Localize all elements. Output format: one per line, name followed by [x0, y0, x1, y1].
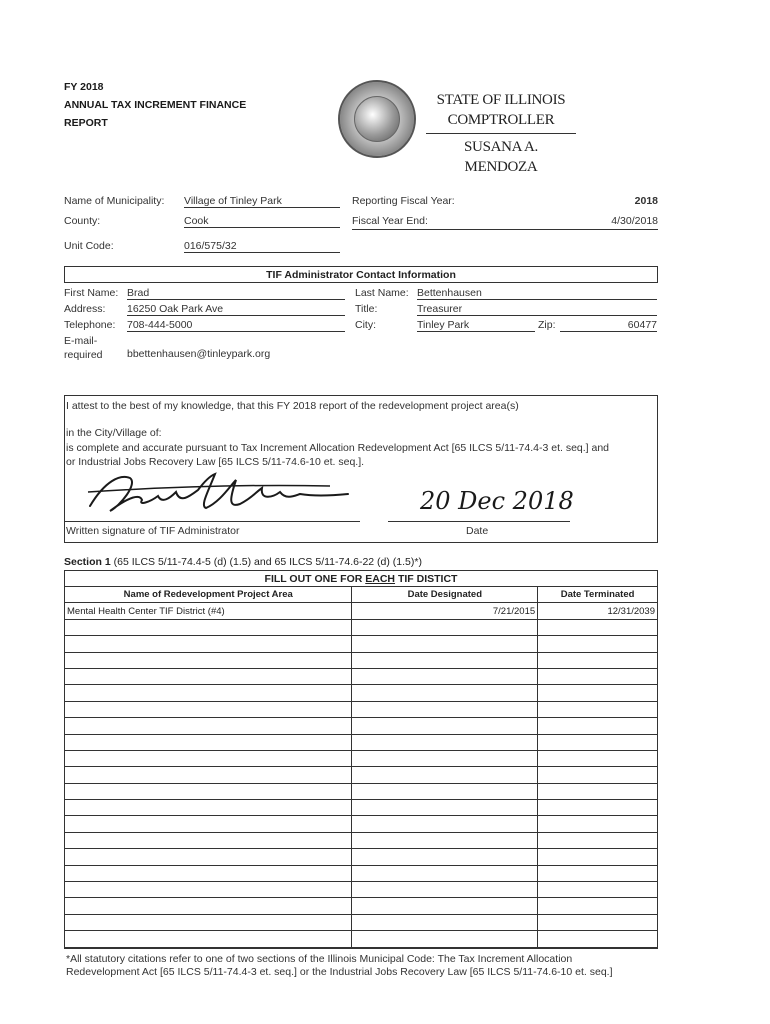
table-row — [65, 767, 658, 783]
fill-note-each: EACH — [365, 573, 396, 585]
table-row — [65, 718, 658, 734]
contact-section-title: TIF Administrator Contact Information — [64, 266, 658, 283]
date-terminated-cell — [538, 685, 658, 701]
district-name-cell: Mental Health Center TIF District (#4) — [65, 603, 352, 619]
date-terminated-cell — [538, 800, 658, 816]
table-row — [65, 849, 658, 865]
zip-value: 60477 — [560, 319, 657, 332]
district-name-cell — [65, 800, 352, 816]
table-row — [65, 931, 658, 947]
table-row — [65, 783, 658, 799]
email-label — [64, 334, 103, 362]
date-terminated-cell — [538, 750, 658, 766]
district-name-cell — [65, 619, 352, 635]
date-designated-cell — [352, 718, 538, 734]
date-terminated-cell — [538, 619, 658, 635]
table-row — [65, 734, 658, 750]
district-name-cell — [65, 865, 352, 881]
district-name-cell — [65, 931, 352, 947]
fiscal-divider — [352, 229, 658, 230]
table-row — [65, 701, 658, 717]
table-row — [65, 685, 658, 701]
date-designated-cell — [352, 619, 538, 635]
email-label-line1: E-mail- — [64, 335, 98, 347]
district-name-cell — [65, 668, 352, 684]
table-row — [65, 603, 658, 619]
date-terminated-cell — [538, 668, 658, 684]
handwritten-date: 20 Dec 2018 — [420, 487, 574, 515]
address-value: 16250 Oak Park Ave — [127, 303, 345, 316]
date-terminated-cell — [538, 701, 658, 717]
date-designated-cell — [352, 882, 538, 898]
table-row — [65, 832, 658, 848]
date-terminated-cell — [538, 898, 658, 914]
first-name-value: Brad — [127, 287, 345, 300]
last-name-value: Bettenhausen — [417, 287, 657, 300]
date-terminated-cell — [538, 767, 658, 783]
table-row — [65, 636, 658, 652]
district-name-cell — [65, 636, 352, 652]
telephone-value: 708-444-5000 — [127, 319, 345, 332]
date-designated-cell — [352, 652, 538, 668]
date-terminated-cell — [538, 849, 658, 865]
unit-code-label: Unit Code: — [64, 240, 114, 252]
date-terminated-cell — [538, 914, 658, 930]
unit-code-value: 016/575/32 — [184, 240, 340, 253]
signature-line — [64, 521, 360, 522]
fiscal-year-end-value: 4/30/2018 — [611, 215, 658, 227]
district-name-cell — [65, 750, 352, 766]
district-name-cell — [65, 832, 352, 848]
attest-line1: I attest to the best of my knowledge, that this FY 2018 report of the redevelopment project area(s) — [66, 400, 519, 412]
district-name-cell — [65, 783, 352, 799]
date-designated-cell — [352, 914, 538, 930]
municipality-label: Name of Municipality: — [64, 195, 165, 207]
table-row — [65, 750, 658, 766]
official-name: SUSANA A. MENDOZA — [464, 139, 538, 175]
date-designated-cell — [352, 898, 538, 914]
zip-label: Zip: — [538, 319, 556, 331]
date-designated-cell — [352, 734, 538, 750]
office-name: COMPTROLLER — [447, 112, 555, 128]
comptroller-block — [426, 90, 576, 177]
date-designated-cell — [352, 865, 538, 881]
date-designated-cell: 7/21/2015 — [352, 603, 538, 619]
administrator-signature — [80, 466, 360, 526]
date-terminated-cell — [538, 882, 658, 898]
district-name-cell — [65, 816, 352, 832]
date-designated-cell — [352, 701, 538, 717]
footnote-divider — [64, 948, 658, 949]
district-name-cell — [65, 734, 352, 750]
fill-note-prefix: FILL OUT ONE FOR — [264, 573, 366, 585]
email-value: bbettenhausen@tinleypark.org — [127, 348, 271, 360]
city-value: Tinley Park — [417, 319, 535, 332]
date-terminated-cell — [538, 718, 658, 734]
attest-line3: is complete and accurate pursuant to Tax Increment Allocation Redevelopment Act [65 ILCS 5/11-74.4-3 et. seq.] and — [66, 442, 610, 454]
email-label-line2: required — [64, 349, 103, 361]
date-label: Date — [466, 525, 489, 537]
state-seal-icon — [338, 80, 416, 158]
footnote-line2: Redevelopment Act [65 ILCS 5/11-74.4-3 et. seq.] or the Industrial Jobs Recovery Law [65 ILCS 5/11-74.6-10 et. seq.] — [66, 966, 613, 978]
footnote-line1: *All statutory citations refer to one of two sections of the Illinois Municipal Code: The Tax Increment Allocation — [66, 953, 573, 965]
table-header-row — [65, 587, 658, 603]
table-row — [65, 800, 658, 816]
section1-title: Section 1 — [64, 556, 111, 568]
date-designated-cell — [352, 668, 538, 684]
date-terminated-cell — [538, 816, 658, 832]
date-designated-cell — [352, 750, 538, 766]
date-line — [388, 521, 570, 522]
col-designated-header: Date Designated — [352, 587, 538, 603]
date-designated-cell — [352, 800, 538, 816]
date-designated-cell — [352, 685, 538, 701]
fiscal-year-end-label: Fiscal Year End: — [352, 215, 428, 227]
district-name-cell — [65, 701, 352, 717]
attest-line4: or Industrial Jobs Recovery Law [65 ILCS 5/11-74.6-10 et. seq.]. — [66, 456, 365, 468]
address-label: Address: — [64, 303, 106, 315]
district-name-cell — [65, 685, 352, 701]
telephone-label: Telephone: — [64, 319, 116, 331]
date-designated-cell — [352, 931, 538, 947]
table-row — [65, 652, 658, 668]
date-designated-cell — [352, 832, 538, 848]
date-terminated-cell — [538, 832, 658, 848]
date-designated-cell — [352, 767, 538, 783]
table-row — [65, 898, 658, 914]
date-terminated-cell — [538, 734, 658, 750]
first-name-label: First Name: — [64, 287, 119, 299]
table-row — [65, 882, 658, 898]
attest-line2: in the City/Village of: — [66, 427, 162, 439]
date-terminated-cell — [538, 652, 658, 668]
date-terminated-cell — [538, 636, 658, 652]
table-row — [65, 865, 658, 881]
report-title — [64, 78, 246, 132]
title-label: Title: — [355, 303, 378, 315]
municipality-value: Village of Tinley Park — [184, 195, 340, 208]
signature-label: Written signature of TIF Administrator — [66, 525, 240, 537]
table-body — [65, 603, 658, 947]
district-name-cell — [65, 652, 352, 668]
date-terminated-cell — [538, 865, 658, 881]
table-row — [65, 668, 658, 684]
date-terminated-cell — [538, 783, 658, 799]
report-name: ANNUAL TAX INCREMENT FINANCE — [64, 99, 247, 111]
report-fy: FY 2018 — [64, 81, 104, 93]
date-terminated-cell — [538, 931, 658, 947]
tif-district-table — [64, 586, 658, 948]
col-name-header: Name of Redevelopment Project Area — [65, 587, 352, 603]
table-row — [65, 816, 658, 832]
date-designated-cell — [352, 849, 538, 865]
district-name-cell — [65, 914, 352, 930]
last-name-label: Last Name: — [355, 287, 409, 299]
district-name-cell — [65, 898, 352, 914]
date-designated-cell — [352, 816, 538, 832]
report-type: REPORT — [64, 117, 108, 129]
district-name-cell — [65, 882, 352, 898]
fiscal-year-label: Reporting Fiscal Year: — [352, 195, 455, 207]
date-designated-cell — [352, 636, 538, 652]
county-value: Cook — [184, 215, 340, 228]
district-name-cell — [65, 849, 352, 865]
col-terminated-header: Date Terminated — [538, 587, 658, 603]
section1-citation: (65 ILCS 5/11-74.4-5 (d) (1.5) and 65 ILCS 5/11-74.6-22 (d) (1.5)*) — [113, 556, 422, 568]
fill-out-note — [64, 570, 658, 587]
state-name: STATE OF ILLINOIS — [436, 92, 566, 108]
date-terminated-cell: 12/31/2039 — [538, 603, 658, 619]
fiscal-year-value: 2018 — [634, 195, 658, 207]
fill-note-suffix: TIF DISTICT — [395, 573, 458, 585]
county-label: County: — [64, 215, 101, 227]
city-label: City: — [355, 319, 376, 331]
date-designated-cell — [352, 783, 538, 799]
table-row — [65, 914, 658, 930]
district-name-cell — [65, 767, 352, 783]
table-row — [65, 619, 658, 635]
title-value: Treasurer — [417, 303, 657, 316]
footnote — [66, 953, 613, 979]
district-name-cell — [65, 718, 352, 734]
